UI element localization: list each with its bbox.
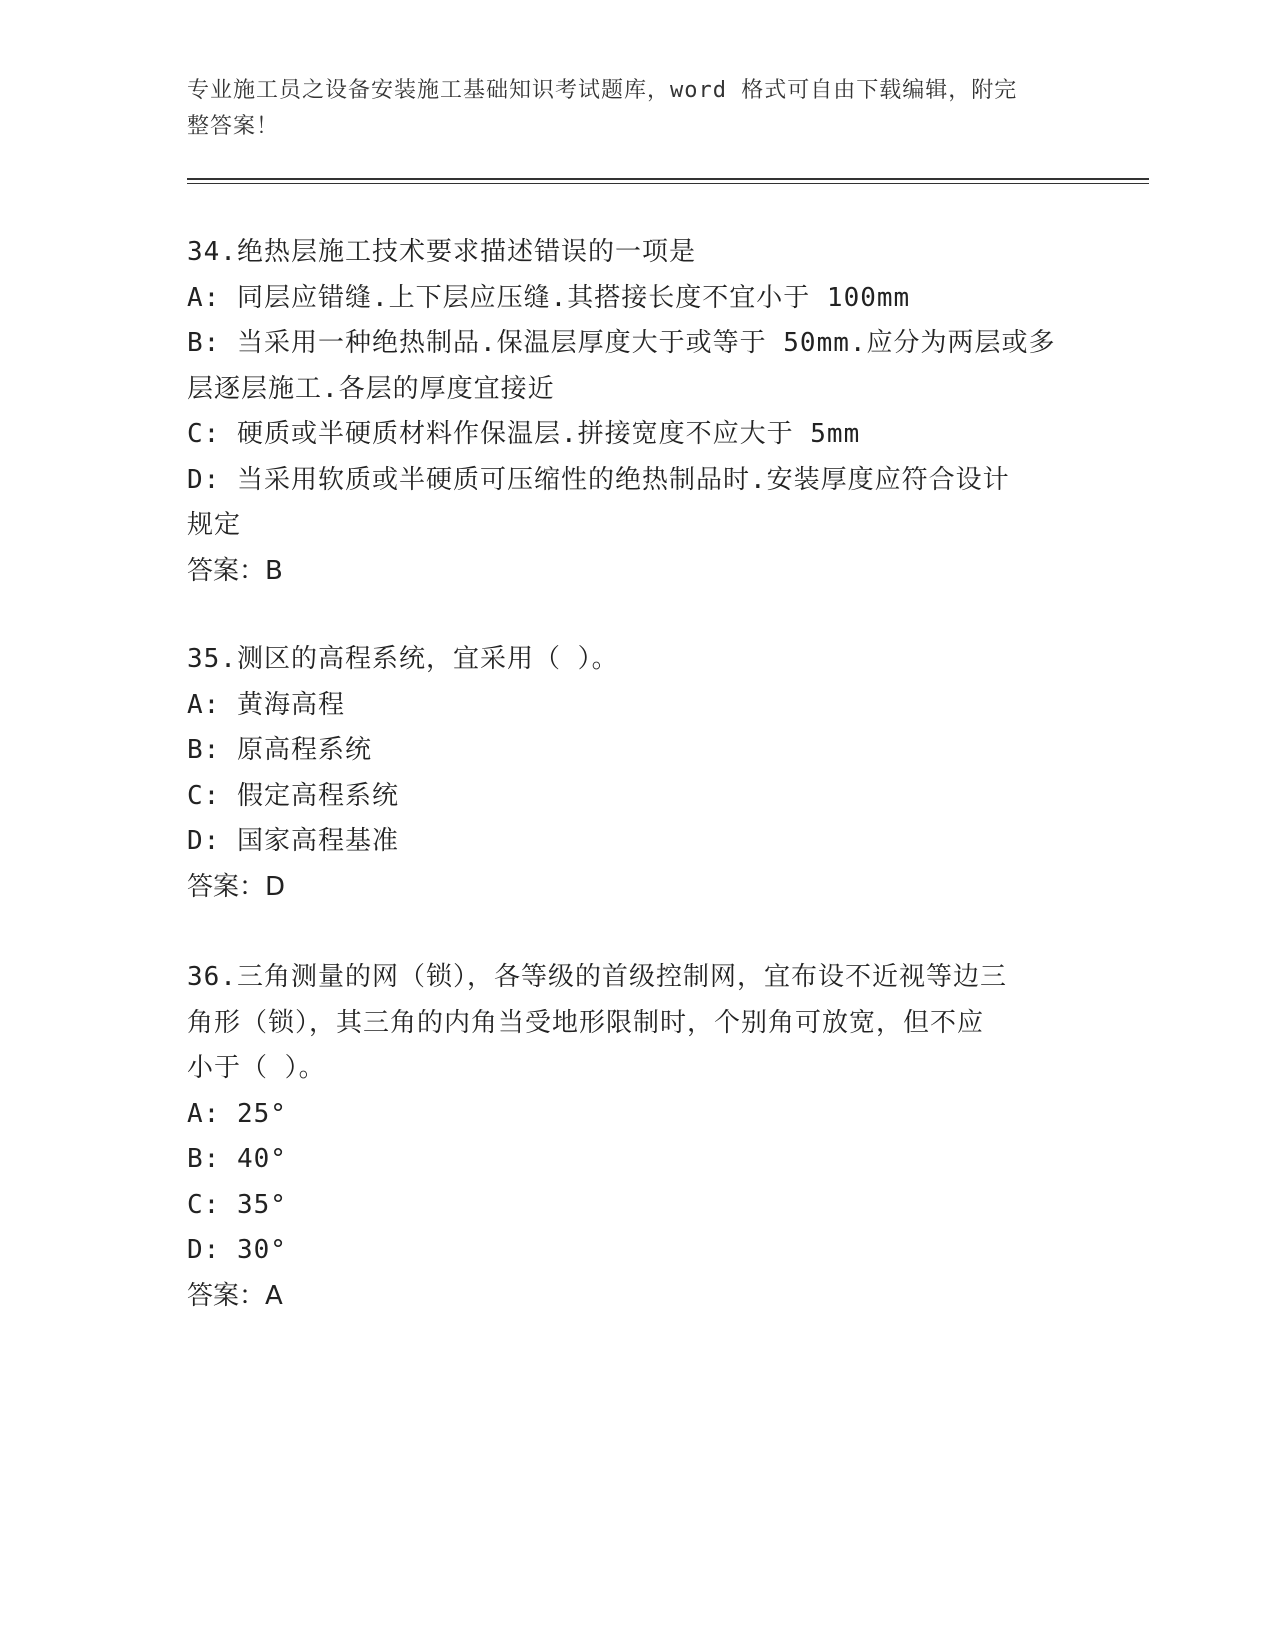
question-36 — [187, 955, 1087, 1319]
option-b-line-2: 层逐层施工.各层的厚度宜接近 — [187, 373, 555, 404]
document-header — [187, 73, 1067, 145]
option-d-line-2: 规定 — [187, 510, 242, 540]
option-c: C: 假定高程系统 — [187, 780, 399, 811]
option-a: A: 同层应错缝.上下层应压缝.其搭接长度不宜小于 100mm — [187, 282, 911, 313]
question-stem: 35.测区的高程系统，宜采用（ ）。 — [187, 644, 619, 674]
answer: 答案：B — [187, 555, 283, 586]
option-c: C: 35° — [187, 1189, 287, 1220]
question-stem-line-1: 36.三角测量的网（锁），各等级的首级控制网，宜布设不近视等边三 — [187, 962, 1007, 992]
option-d: D: 国家高程基准 — [187, 826, 399, 856]
question-stem-line-2: 角形（锁），其三角的内角当受地形限制时，个别角可放宽，但不应 — [187, 1007, 985, 1038]
header-line-1: 专业施工员之设备安装施工基础知识考试题库，word 格式可自由下载编辑，附完 — [187, 78, 1018, 103]
option-a: A: 25° — [187, 1098, 287, 1129]
answer: 答案：A — [187, 1280, 283, 1311]
option-b: B: 40° — [187, 1144, 287, 1174]
option-d-line-1: D: 当采用软质或半硬质可压缩性的绝热制品时.安装厚度应符合设计 — [187, 464, 1010, 495]
question-34 — [187, 230, 1087, 594]
header-rule-thin — [187, 183, 1149, 184]
header-line-2: 整答案！ — [187, 114, 280, 139]
option-a: A: 黄海高程 — [187, 689, 345, 720]
header-rule-thick — [187, 178, 1149, 180]
option-d: D: 30° — [187, 1235, 287, 1265]
question-35 — [187, 637, 1087, 910]
answer: 答案：D — [187, 871, 286, 902]
option-c: C: 硬质或半硬质材料作保温层.拼接宽度不应大于 5mm — [187, 419, 861, 449]
option-b-line-1: B: 当采用一种绝热制品.保温层厚度大于或等于 50mm.应分为两层或多 — [187, 328, 1056, 358]
option-b: B: 原高程系统 — [187, 735, 372, 765]
question-stem-line-3: 小于（ ）。 — [187, 1053, 326, 1083]
question-stem: 34.绝热层施工技术要求描述错误的一项是 — [187, 237, 696, 267]
